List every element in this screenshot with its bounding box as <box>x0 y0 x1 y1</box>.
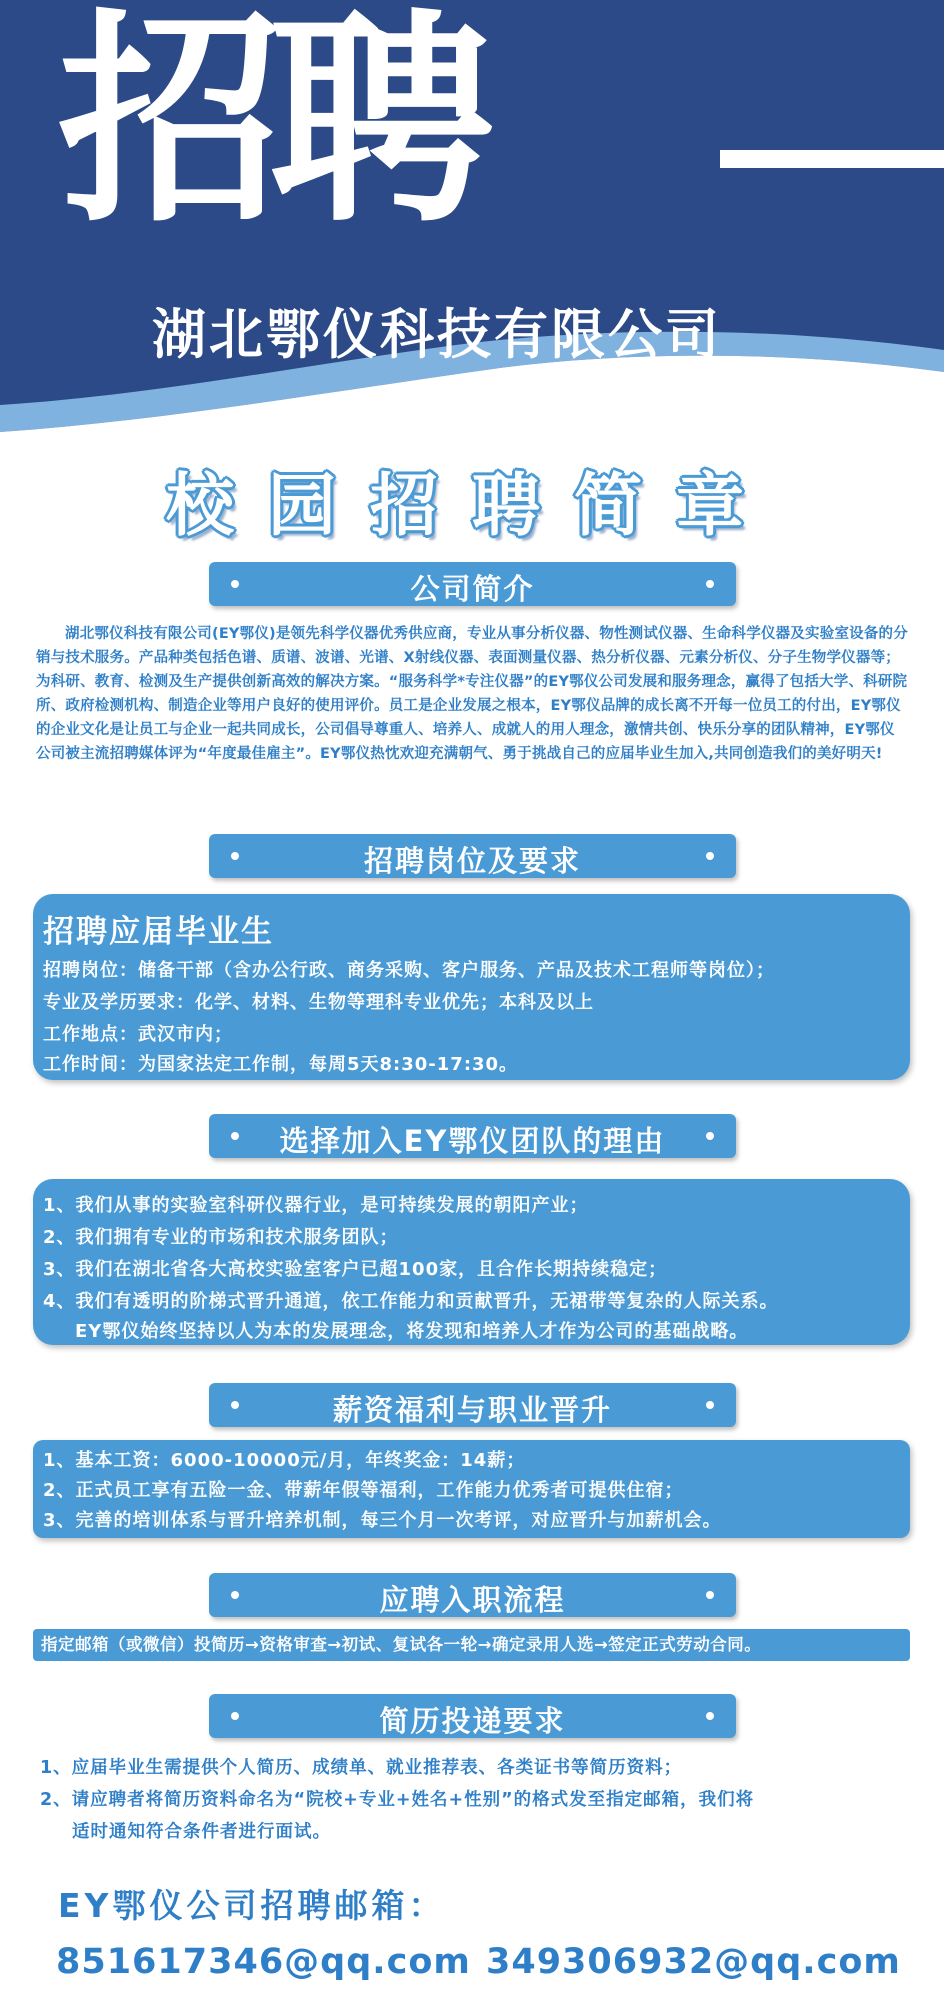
salary-panel <box>33 1440 910 1538</box>
position-line: 工作地点：武汉市内； <box>43 1024 233 1045</box>
resume-requirement: 2、请应聘者将简历资料命名为“院校+专业+姓名+性别”的格式发至指定邮箱，我们将 <box>40 1790 755 1810</box>
bullet-dot <box>706 1401 714 1409</box>
bullet-dot <box>706 1712 714 1720</box>
reason-summary: EY鄂仪始终坚持以人为本的发展理念，将发现和培养人才作为公司的基础战略。 <box>75 1321 749 1342</box>
position-line: 工作时间：为国家法定工作制，每周5天8:30-17:30。 <box>43 1054 519 1075</box>
campus-recruit-title: 校园招聘简章 <box>165 467 778 546</box>
process-flow: 指定邮箱（或微信）投简历→资格审查→初试、复试各一轮→确定录用人选→签定正式劳动合同。 <box>33 1629 910 1661</box>
bullet-dot <box>706 1132 714 1140</box>
section-salary-bar <box>209 1383 736 1427</box>
section-salary-label: 薪资福利与职业晋升 <box>332 1393 612 1427</box>
bullet-dot <box>706 852 714 860</box>
positions-panel <box>33 894 910 1080</box>
section-process-label: 应聘入职流程 <box>379 1583 566 1617</box>
recruit-email-title: EY鄂仪公司招聘邮箱： <box>58 1886 446 1925</box>
reason-item: 4、我们有透明的阶梯式晋升通道，依工作能力和贡献晋升，无裙带等复杂的人际关系。 <box>43 1291 779 1312</box>
section-reasons-bar <box>209 1114 736 1158</box>
section-positions-bar <box>209 834 736 878</box>
recruit-email-1[interactable]: 851617346@qq.com <box>56 1942 471 1982</box>
hero-banner <box>0 0 944 460</box>
reason-item: 1、我们从事的实验室科研仪器行业，是可持续发展的朝阳产业； <box>43 1195 589 1216</box>
section-reasons-label: 选择加入EY鄂仪团队的理由 <box>279 1124 666 1158</box>
reason-item: 3、我们在湖北省各大高校实验室客户已超100家，且合作长期持续稳定； <box>43 1259 668 1280</box>
position-line: 专业及学历要求：化学、材料、生物等理科专业优先；本科及以上 <box>43 992 594 1013</box>
company-intro-text: 湖北鄂仪科技有限公司(EY鄂仪)是领先科学仪器优秀供应商，专业从事分析仪器、物性测试仪器、生命科学仪器及实验室设备的分销与技术服务。产品种类包括色谱、质谱、波谱、光谱、X射线仪器、表面测量仪器、热分析仪器、元素分析仪、分子生物学仪器等；为科研、教育、检测及生产提供创新高效的解决方案。“服务科学*专注仪器”的EY鄂仪公司发展和服务理念，赢得了包括大学、科研院所、政府检测机构、制造企业等用户良好的使用评价。员工是企业发展之根本，EY鄂仪品牌的成长离不开每一位员工的付出，EY鄂仪的企业文化是让员工与企业一起共同成长，公司倡导尊重人、培养人、成就人的用人理念，激情共创、快乐分享的团队精神，EY鄂仪公司被主流招聘媒体评为“年度最佳雇主”。EY鄂仪热忱欢迎充满朝气、勇于挑战自己的应届毕业生加入,共同创造我们的美好明天! <box>36 626 908 762</box>
salary-item: 3、完善的培训体系与晋升培养机制，每三个月一次考评，对应晋升与加薪机会。 <box>43 1510 722 1531</box>
bullet-dot <box>706 1591 714 1599</box>
resume-requirement: 1、应届毕业生需提供个人简历、成绩单、就业推荐表、各类证书等简历资料； <box>40 1758 683 1778</box>
section-intro-bar <box>209 562 736 606</box>
reasons-panel <box>33 1179 910 1345</box>
resume-requirement: 适时通知符合条件者进行面试。 <box>72 1822 331 1842</box>
hero-title: 招聘 <box>58 0 480 253</box>
bullet-dot <box>706 580 714 588</box>
section-resume-label: 简历投递要求 <box>379 1704 566 1738</box>
company-name: 湖北鄂仪科技有限公司 <box>152 303 722 366</box>
section-process-bar <box>209 1573 736 1617</box>
reason-item: 2、我们拥有专业的市场和技术服务团队； <box>43 1227 399 1248</box>
salary-item: 1、基本工资：6000-10000元/月，年终奖金：14薪； <box>43 1450 526 1471</box>
section-positions-label: 招聘岗位及要求 <box>363 844 581 878</box>
positions-heading: 招聘应届毕业生 <box>43 914 274 950</box>
position-line: 招聘岗位：储备干部（含办公行政、商务采购、客户服务、产品及技术工程师等岗位）； <box>43 960 775 981</box>
section-resume-bar <box>209 1694 736 1738</box>
recruit-email-2[interactable]: 349306932@qq.com <box>486 1942 901 1982</box>
section-intro-label: 公司简介 <box>410 572 535 606</box>
salary-item: 2、正式员工享有五险一金、带薪年假等福利，工作能力优秀者可提供住宿； <box>43 1480 684 1501</box>
